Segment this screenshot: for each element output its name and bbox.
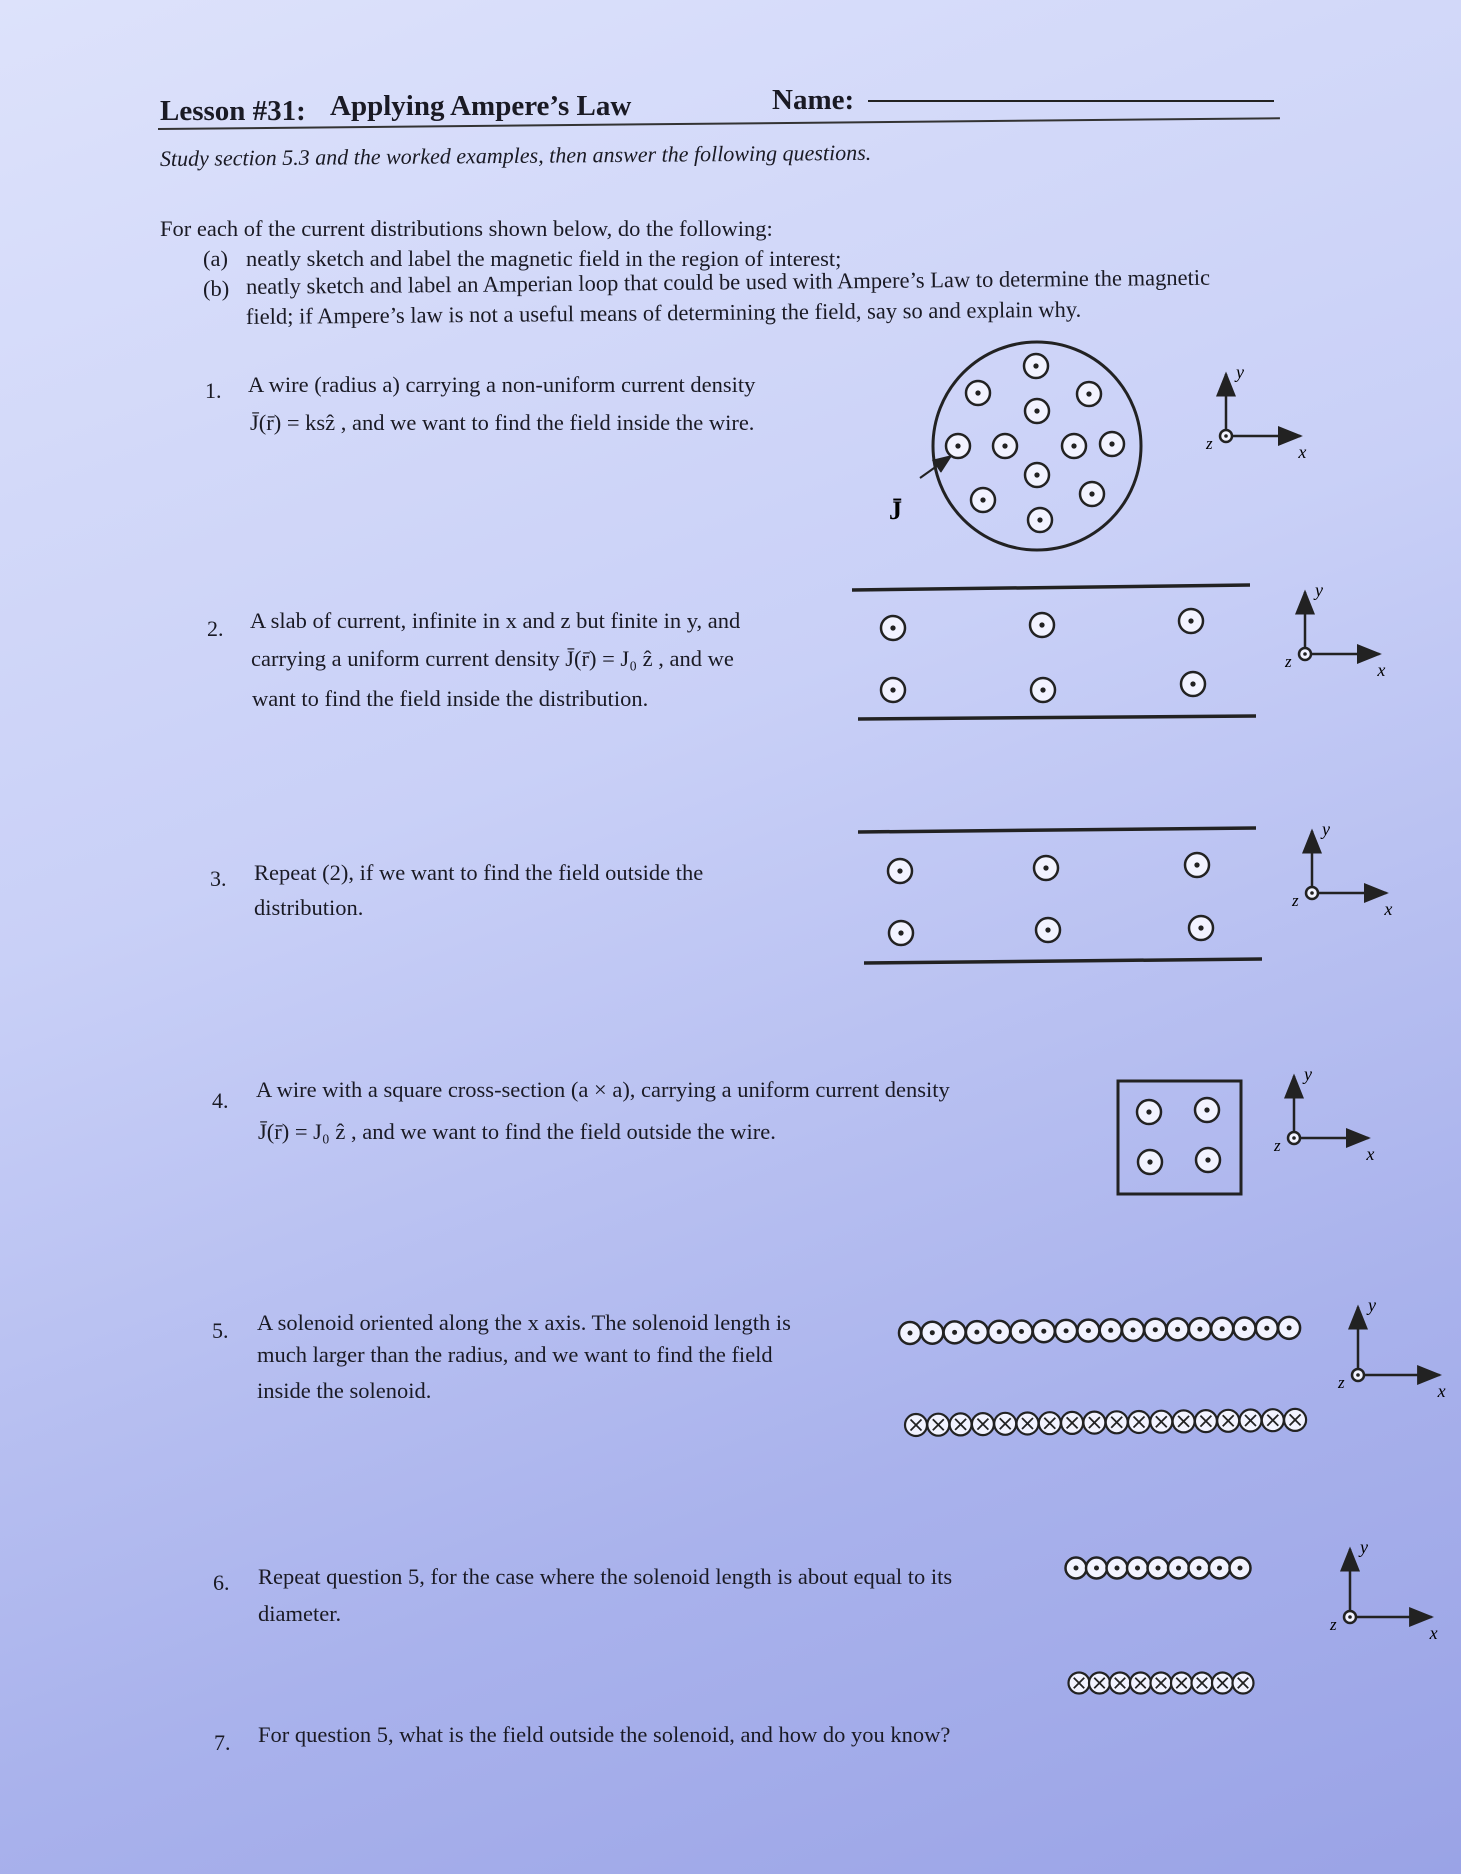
axis-label-y: y bbox=[1368, 1295, 1376, 1315]
current-out-of-page-symbol bbox=[1062, 434, 1086, 458]
current-out-of-page-symbol bbox=[1138, 1150, 1162, 1174]
question-5-line-2: much larger than the radius, and we want to find the field bbox=[257, 1342, 773, 1367]
intro-item-a-marker: (a) bbox=[203, 246, 228, 271]
current-out-of-page-symbol bbox=[1189, 1558, 1210, 1579]
question-2-number: 2. bbox=[207, 616, 224, 641]
current-out-of-page-symbol bbox=[966, 1321, 988, 1343]
figure-5-bottom-windings bbox=[905, 1409, 1306, 1436]
question-2-line-1: A slab of current, infinite in x and z but finite in y, and bbox=[250, 608, 741, 633]
axis-label-y: y bbox=[1304, 1064, 1312, 1084]
figure-3-current-dots bbox=[888, 853, 1213, 945]
current-out-of-page-symbol bbox=[1055, 1320, 1077, 1342]
page-title: Applying Ampere’s Law bbox=[330, 90, 632, 122]
xyz-axes bbox=[1329, 1537, 1438, 1643]
axis-label-x: x bbox=[1429, 1623, 1438, 1643]
current-into-page-symbol bbox=[927, 1414, 949, 1436]
current-into-page-symbol bbox=[1151, 1673, 1172, 1694]
current-into-page-symbol bbox=[1284, 1409, 1306, 1431]
intro-item-b-text: neatly sketch and label an Amperian loop that could be used with Ampere’s Law to determine the magnetic bbox=[245, 264, 1211, 299]
current-into-page-symbol bbox=[1192, 1673, 1213, 1694]
intro-text: For each of the current distributions shown below, do the following: bbox=[160, 216, 773, 241]
question-3-number: 3. bbox=[210, 866, 227, 891]
intro-item-b-marker: (b) bbox=[203, 276, 230, 301]
current-into-page-symbol bbox=[1171, 1673, 1192, 1694]
axis-label-z: z bbox=[1274, 1136, 1281, 1155]
axis-label-x: x bbox=[1298, 442, 1307, 462]
question-6-line-2: diameter. bbox=[258, 1601, 342, 1626]
current-out-of-page-symbol bbox=[1077, 1320, 1099, 1342]
axis-label-x: x bbox=[1366, 1144, 1375, 1164]
current-out-of-page-symbol bbox=[1030, 613, 1054, 637]
axis-label-z: z bbox=[1206, 434, 1213, 453]
question-2-line-2: carrying a uniform current density J̄(r̄) = J₀ ẑ , and we bbox=[251, 646, 734, 671]
current-into-page-symbol bbox=[1110, 1673, 1131, 1694]
current-into-page-symbol bbox=[950, 1413, 972, 1435]
current-out-of-page-symbol bbox=[1122, 1319, 1144, 1341]
current-out-of-page-symbol bbox=[1086, 1558, 1107, 1579]
current-into-page-symbol bbox=[1128, 1411, 1150, 1433]
current-into-page-symbol bbox=[905, 1414, 927, 1436]
figure-2-current-dots bbox=[881, 609, 1205, 702]
current-out-of-page-symbol bbox=[1189, 916, 1213, 940]
axis-label-y: y bbox=[1236, 362, 1244, 382]
current-into-page-symbol bbox=[1083, 1412, 1105, 1434]
current-into-page-symbol bbox=[1233, 1673, 1254, 1694]
question-6-line-1: Repeat question 5, for the case where the solenoid length is about equal to its bbox=[258, 1564, 953, 1589]
axis-label-x: x bbox=[1377, 660, 1386, 680]
current-into-page-symbol bbox=[1039, 1412, 1061, 1434]
figure-6-top-windings bbox=[1066, 1558, 1251, 1579]
figure-5-top-windings bbox=[899, 1317, 1300, 1344]
current-into-page-symbol bbox=[1195, 1410, 1217, 1432]
question-3-line-2: distribution. bbox=[254, 895, 364, 920]
current-out-of-page-symbol bbox=[1011, 1321, 1033, 1343]
question-4-number: 4. bbox=[212, 1088, 229, 1113]
study-note: Study section 5.3 and the worked examples, then answer the following questions. bbox=[159, 139, 872, 171]
current-out-of-page-symbol bbox=[1031, 678, 1055, 702]
current-out-of-page-symbol bbox=[888, 859, 912, 883]
figure-1-wire-cross-section bbox=[889, 342, 1141, 550]
current-out-of-page-symbol bbox=[1100, 1319, 1122, 1341]
current-out-of-page-symbol bbox=[1278, 1317, 1300, 1339]
figure-6-bottom-windings bbox=[1069, 1673, 1254, 1694]
current-out-of-page-symbol bbox=[1024, 354, 1048, 378]
axis-label-z: z bbox=[1292, 891, 1299, 910]
current-density-label: J̄ bbox=[889, 496, 902, 525]
current-out-of-page-symbol bbox=[881, 678, 905, 702]
current-out-of-page-symbol bbox=[1209, 1558, 1230, 1579]
current-out-of-page-symbol bbox=[944, 1321, 966, 1343]
question-1-line-1: A wire (radius a) carrying a non-uniform current density bbox=[248, 372, 756, 397]
axis-label-z: z bbox=[1285, 652, 1292, 671]
current-out-of-page-symbol bbox=[1195, 1098, 1219, 1122]
question-1-number: 1. bbox=[205, 378, 222, 403]
current-out-of-page-symbol bbox=[1028, 508, 1052, 532]
current-into-page-symbol bbox=[972, 1413, 994, 1435]
current-out-of-page-symbol bbox=[1234, 1318, 1256, 1340]
current-out-of-page-symbol bbox=[1036, 918, 1060, 942]
intro-item-a-text: neatly sketch and label the magnetic field in the region of interest; bbox=[246, 246, 842, 271]
current-out-of-page-symbol bbox=[889, 921, 913, 945]
current-out-of-page-symbol bbox=[921, 1322, 943, 1344]
lesson-number: Lesson #31: bbox=[160, 95, 306, 127]
question-4-line-1: A wire with a square cross-section (a × a), carrying a uniform current density bbox=[256, 1077, 950, 1102]
current-out-of-page-symbol bbox=[1137, 1100, 1161, 1124]
figure-4-square-wire bbox=[1118, 1081, 1241, 1194]
current-out-of-page-symbol bbox=[881, 616, 905, 640]
current-out-of-page-symbol bbox=[1034, 856, 1058, 880]
current-into-page-symbol bbox=[1069, 1673, 1090, 1694]
current-into-page-symbol bbox=[1262, 1409, 1284, 1431]
current-out-of-page-symbol bbox=[1256, 1317, 1278, 1339]
current-out-of-page-symbol bbox=[1066, 1558, 1087, 1579]
current-out-of-page-symbol bbox=[1185, 853, 1209, 877]
axis-label-x: x bbox=[1384, 899, 1393, 919]
question-3-line-1: Repeat (2), if we want to find the field outside the bbox=[254, 860, 704, 885]
figure-4-current-dots bbox=[1137, 1098, 1220, 1174]
axis-label-z: z bbox=[1338, 1373, 1345, 1392]
question-7-number: 7. bbox=[214, 1730, 231, 1755]
coordinate-axes bbox=[1205, 362, 1446, 1643]
xyz-axes bbox=[1284, 580, 1385, 680]
current-out-of-page-symbol bbox=[1100, 432, 1124, 456]
current-out-of-page-symbol bbox=[1107, 1558, 1128, 1579]
current-out-of-page-symbol bbox=[1211, 1318, 1233, 1340]
question-4-line-2: J̄(r̄) = J₀ ẑ , and we want to find the field outside the wire. bbox=[258, 1119, 776, 1144]
current-out-of-page-symbol bbox=[1196, 1148, 1220, 1172]
current-out-of-page-symbol bbox=[1230, 1558, 1251, 1579]
current-into-page-symbol bbox=[994, 1413, 1016, 1435]
question-7-line-1: For question 5, what is the field outside the solenoid, and how do you know? bbox=[258, 1722, 951, 1747]
current-out-of-page-symbol bbox=[1144, 1319, 1166, 1341]
current-into-page-symbol bbox=[1061, 1412, 1083, 1434]
question-5-number: 5. bbox=[212, 1318, 229, 1343]
xyz-axes bbox=[1273, 1064, 1374, 1164]
current-out-of-page-symbol bbox=[1025, 463, 1049, 487]
current-into-page-symbol bbox=[1217, 1410, 1239, 1432]
question-2-line-3: want to find the field inside the distribution. bbox=[252, 686, 649, 711]
question-5-line-1: A solenoid oriented along the x axis. The solenoid length is bbox=[257, 1310, 791, 1335]
current-out-of-page-symbol bbox=[988, 1321, 1010, 1343]
axis-label-y: y bbox=[1315, 580, 1323, 600]
name-label: Name: bbox=[772, 84, 855, 116]
figure-2-current-slab bbox=[852, 585, 1256, 719]
current-out-of-page-symbol bbox=[1077, 382, 1101, 406]
current-out-of-page-symbol bbox=[946, 434, 970, 458]
current-out-of-page-symbol bbox=[1033, 1320, 1055, 1342]
axis-label-y: y bbox=[1322, 819, 1330, 839]
current-out-of-page-symbol bbox=[966, 381, 990, 405]
axis-label-z: z bbox=[1330, 1615, 1337, 1634]
figure-5-long-solenoid bbox=[899, 1317, 1306, 1436]
current-out-of-page-symbol bbox=[1127, 1558, 1148, 1579]
current-out-of-page-symbol bbox=[1167, 1318, 1189, 1340]
current-into-page-symbol bbox=[1212, 1673, 1233, 1694]
question-5-line-3: inside the solenoid. bbox=[257, 1378, 432, 1403]
xyz-axes bbox=[1291, 819, 1392, 919]
intro-item-b-continuation: field; if Ampere’s law is not a useful means of determining the field, say so and explain why. bbox=[245, 296, 1082, 329]
current-into-page-symbol bbox=[1017, 1413, 1039, 1435]
current-into-page-symbol bbox=[1089, 1673, 1110, 1694]
figure-3-current-slab bbox=[858, 828, 1262, 963]
axis-label-y: y bbox=[1360, 1537, 1368, 1557]
current-out-of-page-symbol bbox=[993, 434, 1017, 458]
current-out-of-page-symbol bbox=[971, 488, 995, 512]
current-out-of-page-symbol bbox=[1080, 482, 1104, 506]
axis-label-x: x bbox=[1437, 1381, 1446, 1401]
figure-6-short-solenoid bbox=[1066, 1558, 1254, 1694]
current-out-of-page-symbol bbox=[1168, 1558, 1189, 1579]
xyz-axes bbox=[1337, 1295, 1446, 1401]
question-1-line-2: J̄(r̄) = ksẑ , and we want to find the field inside the wire. bbox=[250, 410, 755, 435]
current-into-page-symbol bbox=[1173, 1410, 1195, 1432]
current-out-of-page-symbol bbox=[899, 1322, 921, 1344]
current-out-of-page-symbol bbox=[1025, 399, 1049, 423]
current-into-page-symbol bbox=[1130, 1673, 1151, 1694]
current-out-of-page-symbol bbox=[1179, 609, 1203, 633]
current-out-of-page-symbol bbox=[1189, 1318, 1211, 1340]
question-6-number: 6. bbox=[213, 1570, 230, 1595]
current-into-page-symbol bbox=[1150, 1411, 1172, 1433]
current-out-of-page-symbol bbox=[1181, 672, 1205, 696]
xyz-axes bbox=[1205, 362, 1306, 462]
current-out-of-page-symbol bbox=[1148, 1558, 1169, 1579]
current-into-page-symbol bbox=[1106, 1411, 1128, 1433]
current-into-page-symbol bbox=[1240, 1410, 1262, 1432]
figure-1-current-dots bbox=[946, 354, 1124, 532]
